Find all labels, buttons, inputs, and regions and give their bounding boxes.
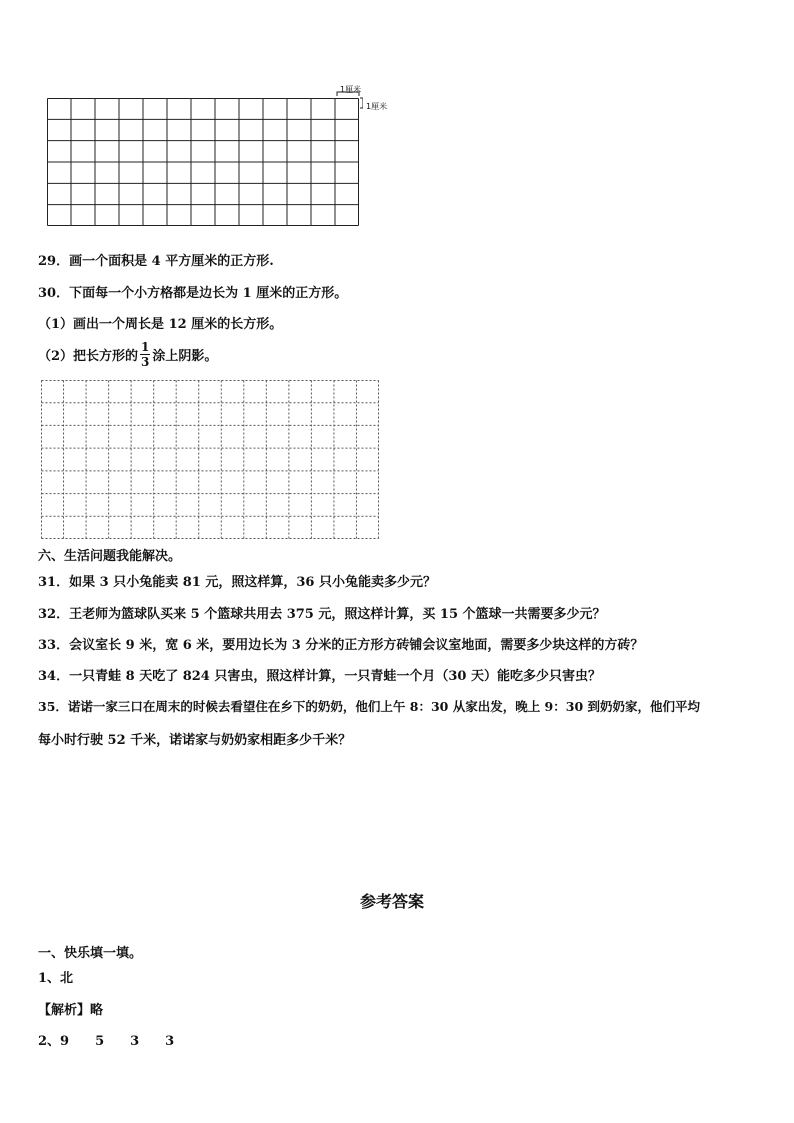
section-6-heading: 六、生活问题我能解决。 [38,549,182,564]
scale-width-label: 1厘米 [340,85,362,94]
question-30: 30．下面每一个小方格都是边长为 1 厘米的正方形。 [38,286,348,301]
question-29: 29．画一个面积是 4 平方厘米的正方形. [38,254,274,269]
scale-height-label: 1厘米 [366,102,388,111]
answer-2: 2、9 5 3 3 [38,1034,175,1049]
fraction-one-third [140,340,150,369]
fraction-denominator: 3 [141,355,150,369]
square-grid-dashed [41,380,379,539]
square-grid-solid [47,98,359,226]
fraction-numerator: 1 [141,340,150,354]
question-33: 33．会议室长 9 米，宽 6 米，要用边长为 3 分米的正方形方砖铺会议室地面，需要多少块这样的方砖？ [38,638,644,653]
question-30-part-2-prefix: （2）把长方形的 [38,349,139,364]
answer-1: 1、北 [38,971,74,986]
question-35-line-1: 35．诺诺一家三口在周末的时候去看望住在乡下的奶奶，他们上午 8：30 从家出发，晚上 9：30 到奶奶家，他们平均 [38,699,700,714]
question-30-part-1: （1）画出一个周长是 12 厘米的长方形。 [38,317,283,332]
question-30-part-2-suffix: 涂上阴影。 [152,349,218,364]
question-35-line-2: 每小时行驶 52 千米，诺诺家与奶奶家相距多少千米？ [38,733,352,748]
question-34: 34．一只青蛙 8 天吃了 824 只害虫，照这样计算，一只青蛙一个月（30 天）能吃多少只害虫？ [38,669,601,684]
question-31: 31．如果 3 只小兔能卖 81 元，照这样算，36 只小兔能卖多少元？ [38,575,436,590]
question-32: 32．王老师为篮球队买来 5 个篮球共用去 375 元，照这样计算，买 15 个篮球一共需要多少元？ [38,607,606,622]
answer-key-title: 参考答案 [360,892,425,911]
answer-1-analysis: 【解析】略 [38,1003,104,1018]
answer-section-1-heading: 一、快乐填一填。 [38,946,143,961]
question-30-part-2 [38,342,217,371]
